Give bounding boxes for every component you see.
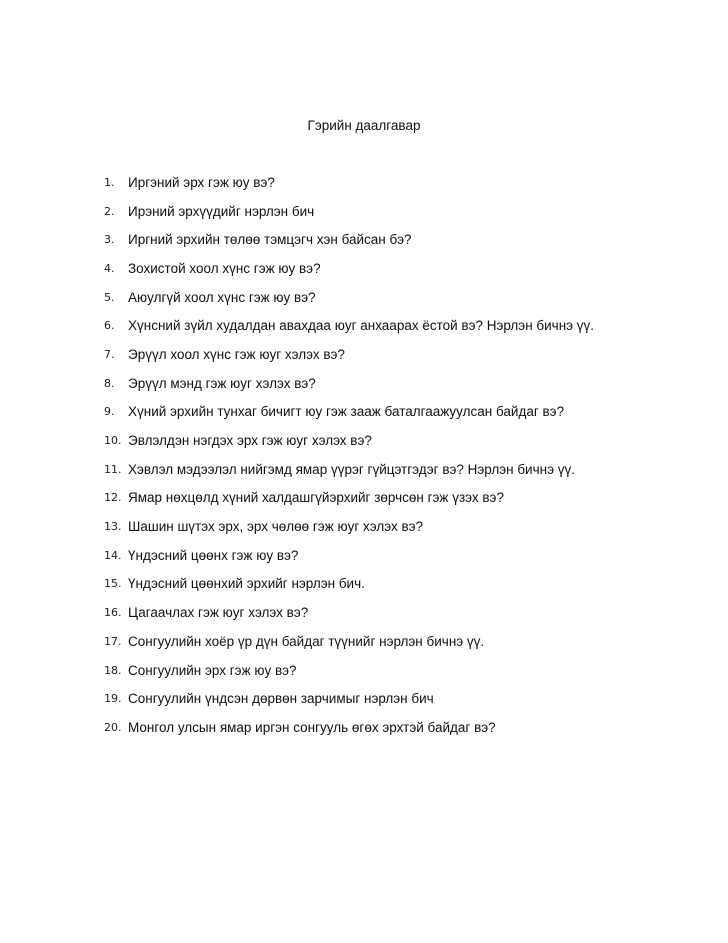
list-item bbox=[104, 598, 714, 627]
list-item bbox=[104, 398, 714, 427]
list-item bbox=[104, 656, 714, 685]
question-text: Эвлэлдэн нэгдэх эрх гэж юуг хэлэх вэ? bbox=[128, 433, 372, 449]
question-text: Цагаачлах гэж юуг хэлэх вэ? bbox=[128, 605, 309, 621]
question-number: 1. bbox=[104, 175, 115, 189]
question-number: 11. bbox=[104, 462, 122, 476]
question-text: Эрүүл хоол хүнс гэж юуг хэлэх вэ? bbox=[128, 346, 345, 362]
list-item bbox=[104, 340, 714, 369]
list-item bbox=[104, 627, 714, 656]
question-text: Ирэний эрхүүдийг нэрлэн бич bbox=[128, 203, 315, 219]
list-item bbox=[104, 484, 714, 513]
list-item bbox=[104, 570, 714, 599]
question-text: Үндэсний цөөнхий эрхийг нэрлэн бич. bbox=[128, 576, 365, 592]
question-text: Ямар нөхцөлд хүний халдашгүйэрхийг зөрчсөн гэж үзэх вэ? bbox=[128, 490, 504, 506]
list-item bbox=[104, 713, 714, 742]
question-number: 7. bbox=[104, 347, 115, 361]
question-text: Иргний эрхийн төлөө тэмцэгч хэн байсан бэ? bbox=[128, 232, 412, 248]
list-item bbox=[104, 541, 714, 570]
list-item bbox=[104, 369, 714, 398]
question-text: Сонгуулийн үндсэн дөрвөн зарчимыг нэрлэн бич bbox=[128, 691, 434, 707]
question-text: Хэвлэл мэдээлэл нийгэмд ямар үүрэг гүйцэтгэдэг вэ? Нэрлэн бичнэ үү. bbox=[128, 461, 575, 477]
question-text: Аюулгүй хоол хүнс гэж юу вэ? bbox=[128, 289, 316, 305]
question-number: 8. bbox=[104, 376, 115, 390]
question-number: 20. bbox=[104, 720, 122, 734]
question-number: 14. bbox=[104, 548, 122, 562]
question-text: Үндэсний цөөнх гэж юу вэ? bbox=[128, 547, 299, 563]
question-text: Монгол улсын ямар иргэн сонгууль өгөх эрхтэй байдаг вэ? bbox=[128, 719, 496, 735]
question-number: 4. bbox=[104, 261, 115, 275]
question-number: 2. bbox=[104, 204, 115, 218]
question-text: Шашин шүтэх эрх, эрх чөлөө гэж юуг хэлэх вэ? bbox=[128, 519, 424, 535]
list-item bbox=[104, 254, 714, 283]
document-title bbox=[0, 117, 728, 135]
list-item bbox=[104, 311, 714, 340]
list-item bbox=[104, 684, 714, 713]
question-text: Хүний эрхийн тунхаг бичигт юу гэж зааж баталгаажуулсан байдаг вэ? bbox=[128, 404, 565, 420]
question-number: 13. bbox=[104, 520, 122, 534]
list-item bbox=[104, 197, 714, 226]
list-item bbox=[104, 283, 714, 312]
question-number: 9. bbox=[104, 405, 115, 419]
question-number: 3. bbox=[104, 233, 115, 247]
document-title-text: Гэрийн даалгавар bbox=[307, 118, 421, 133]
question-text: Сонгуулийн хоёр үр дүн байдаг түүнийг нэрлэн бичнэ үү. bbox=[128, 633, 485, 649]
question-number: 10. bbox=[104, 434, 122, 448]
question-number: 18. bbox=[104, 663, 122, 677]
question-number: 19. bbox=[104, 692, 122, 706]
question-number: 17. bbox=[104, 634, 122, 648]
list-item bbox=[104, 455, 714, 484]
list-item bbox=[104, 512, 714, 541]
question-text: Хүнсний зүйл худалдан авахдаа юуг анхаарах ёстой вэ? Нэрлэн бичнэ үү. bbox=[128, 318, 595, 334]
question-number: 16. bbox=[104, 606, 122, 620]
question-text: Эрүүл мэнд гэж юуг хэлэх вэ? bbox=[128, 375, 316, 391]
question-text: Иргэний эрх гэж юу вэ? bbox=[128, 174, 275, 190]
list-item bbox=[104, 225, 714, 254]
question-number: 15. bbox=[104, 577, 122, 591]
question-list bbox=[104, 168, 714, 742]
list-item bbox=[104, 168, 714, 197]
list-item bbox=[104, 426, 714, 455]
question-text: Сонгуулийн эрх гэж юу вэ? bbox=[128, 662, 297, 678]
question-number: 6. bbox=[104, 319, 115, 333]
question-number: 5. bbox=[104, 290, 115, 304]
question-number: 12. bbox=[104, 491, 122, 505]
question-text: Зохистой хоол хүнс гэж юу вэ? bbox=[128, 260, 321, 276]
